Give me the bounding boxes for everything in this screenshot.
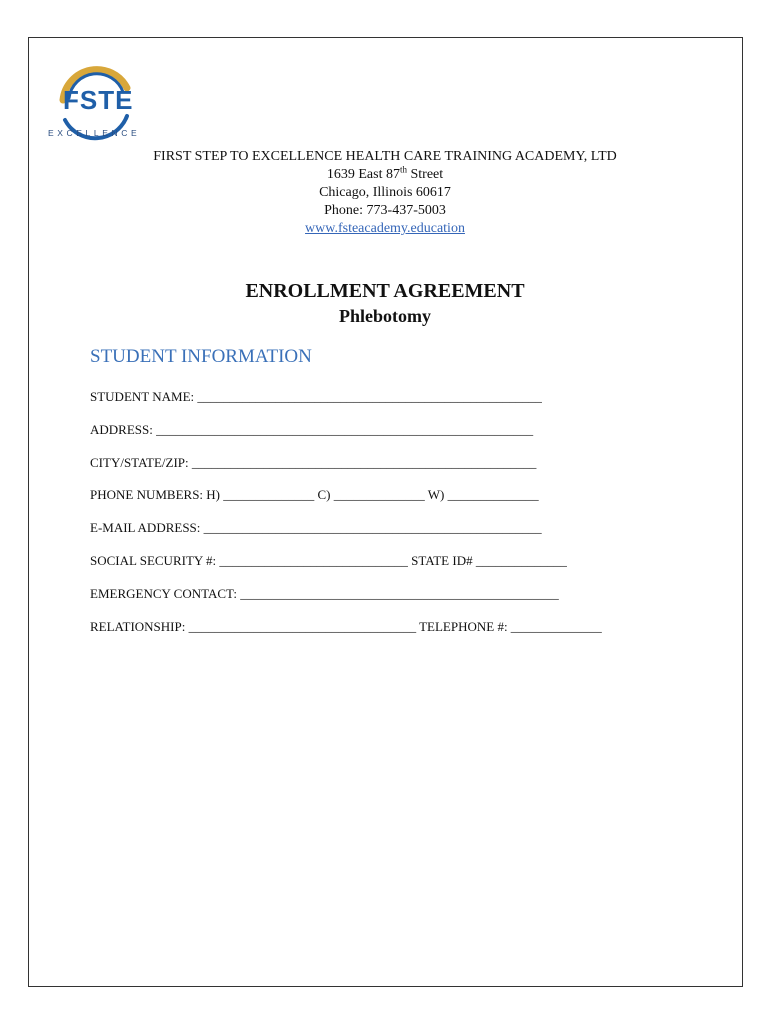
organization-name: FIRST STEP TO EXCELLENCE HEALTH CARE TRAINING ACADEMY, LTD [153,149,617,164]
ssn-state-id-field[interactable]: SOCIAL SECURITY #: _____________________________ STATE ID# ______________ [90,553,567,568]
street-address [0,166,770,184]
street-address-street: Street [406,167,444,182]
street-address-suffix: th [399,164,407,175]
address-field[interactable]: ADDRESS: __________________________________________________________ [90,422,534,437]
city-state-zip-field[interactable]: CITY/STATE/ZIP: _____________________________________________________ [90,455,537,470]
phone-number: Phone: 773-437-5003 [324,203,446,218]
organization-header [0,148,770,238]
logo-tagline: EXCELLENCE [48,128,141,138]
student-name-field[interactable]: STUDENT NAME: _____________________________________________________ [90,389,542,404]
section-heading-student-information: STUDENT INFORMATION [90,346,312,367]
program-name: Phlebotomy [339,306,431,326]
city-state-zip: Chicago, Illinois 60617 [319,185,451,200]
relationship-telephone-field[interactable]: RELATIONSHIP: ___________________________________ TELEPHONE #: ______________ [90,619,602,634]
document-title: ENROLLMENT AGREEMENT [245,280,525,302]
emergency-contact-field[interactable]: EMERGENCY CONTACT: _________________________________________________ [90,586,559,601]
website-link[interactable]: www.fsteacademy.education [305,221,465,236]
email-address-field[interactable]: E-MAIL ADDRESS: ____________________________________________________ [90,520,542,535]
street-address-number: 1639 East 87 [326,167,400,182]
phone-numbers-field[interactable]: PHONE NUMBERS: H) ______________ C) ______________ W) ______________ [90,487,539,502]
logo-wordmark: FSTE [63,85,134,115]
